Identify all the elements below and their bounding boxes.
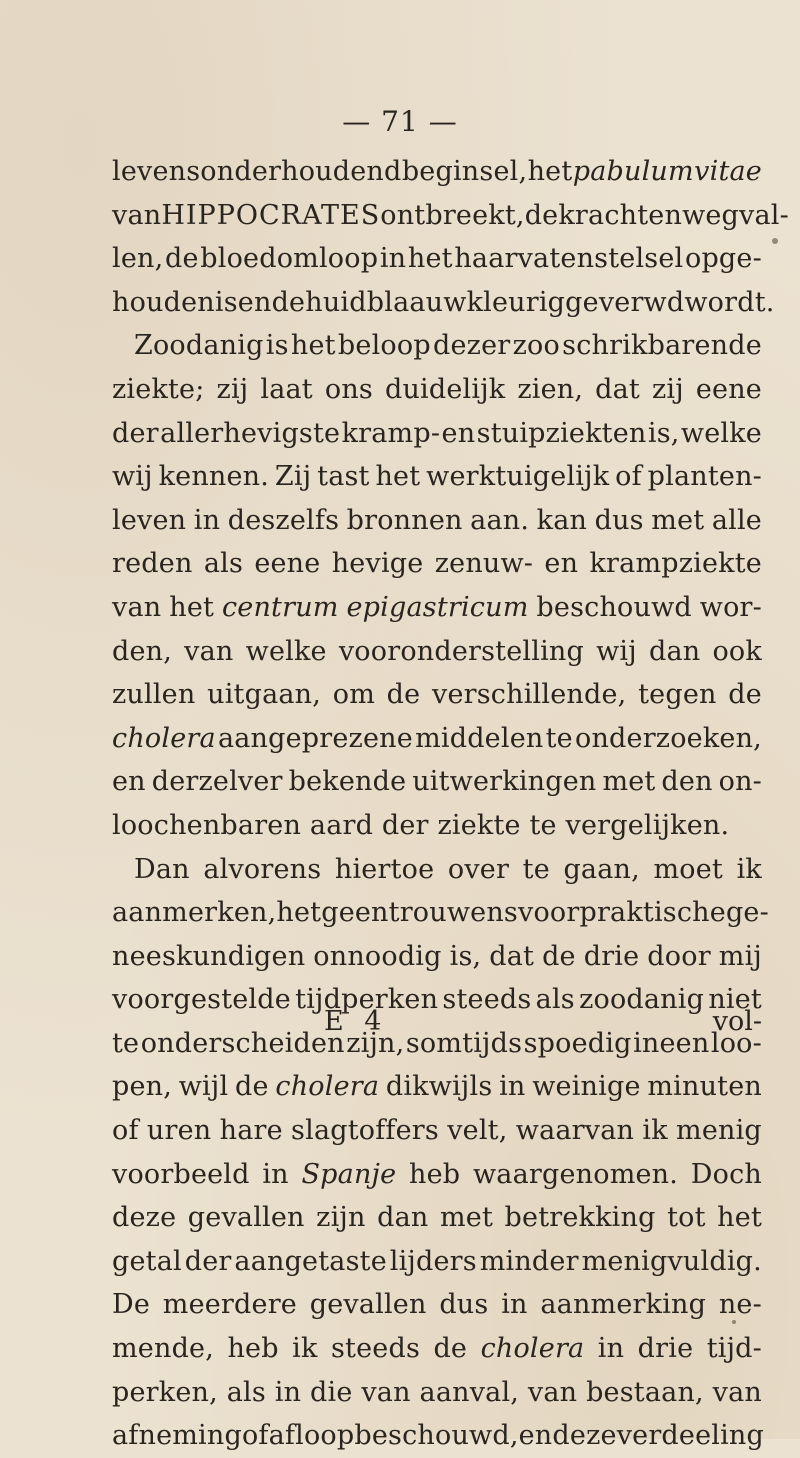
word: loo-: [710, 1027, 762, 1059]
text-line: [112, 848, 762, 892]
word: wegval-: [682, 199, 789, 231]
word: aangeprezene: [217, 722, 413, 754]
text-line: [112, 324, 762, 368]
word: deze: [112, 1202, 177, 1234]
word: vooronderstelling: [338, 635, 584, 667]
text-line: [112, 281, 775, 325]
word: de: [386, 679, 421, 711]
word: met: [440, 1202, 494, 1234]
word: centrum: [221, 591, 339, 623]
word: waargenomen.: [472, 1158, 679, 1190]
word: het: [290, 330, 336, 362]
word: onnoodig: [313, 940, 442, 972]
word: dat: [595, 373, 640, 405]
word: betrekking: [504, 1202, 656, 1234]
word: Zoodanig: [134, 330, 264, 362]
word: aan.: [470, 504, 530, 536]
word: alvorens: [203, 853, 322, 885]
word: voorbeeld: [112, 1158, 250, 1190]
word: zijn: [316, 1202, 366, 1234]
word: geverwd: [565, 286, 685, 318]
page-footer: [112, 1006, 762, 1050]
word: te: [529, 809, 557, 841]
word: der: [112, 417, 159, 449]
word: ne-: [718, 1289, 762, 1321]
text-line: [112, 542, 762, 586]
word: de: [728, 679, 762, 711]
word: van: [112, 591, 162, 623]
word: het: [169, 591, 215, 623]
text-line: [112, 499, 762, 543]
word: opge-: [684, 243, 762, 275]
word: velt,: [447, 1115, 508, 1147]
word: epigastricum: [346, 591, 529, 623]
word: de: [433, 1333, 468, 1365]
word: aanval,: [419, 1376, 520, 1408]
word: bloedomloop: [200, 243, 379, 275]
word: de: [165, 243, 199, 275]
word: haarvatenstelsel: [454, 243, 684, 275]
text-line: [112, 760, 762, 804]
word: HIPPOCRATES: [161, 199, 381, 231]
word: mende,: [112, 1333, 215, 1365]
text-line: [112, 455, 762, 499]
word: reden: [112, 548, 193, 580]
word: het: [717, 1202, 762, 1234]
word: meerdere: [162, 1289, 297, 1321]
word: steeds: [442, 984, 532, 1016]
word: kennen.: [158, 461, 270, 493]
word: on-: [718, 766, 762, 798]
word: van: [112, 199, 162, 231]
word: door: [647, 940, 711, 972]
text-line: [112, 717, 762, 761]
word: perken,: [112, 1376, 218, 1408]
paper-speck: [732, 1320, 736, 1324]
word: neeskundigen: [112, 940, 306, 972]
word: in: [501, 1289, 528, 1321]
signature-mark: E 4: [324, 1006, 388, 1037]
text-line: [112, 586, 762, 630]
word: te: [545, 722, 573, 754]
word: somtijds: [405, 1027, 523, 1059]
word: zenuw-: [434, 548, 534, 580]
word: of: [615, 461, 642, 493]
word: als: [203, 548, 244, 580]
word: de: [542, 940, 576, 972]
word: eene: [695, 373, 762, 405]
word: bekende: [288, 766, 407, 798]
word: is,: [449, 940, 482, 972]
word: beloop: [337, 330, 431, 362]
text-line: [112, 1196, 762, 1240]
word: praktische: [579, 897, 726, 929]
text-line: [112, 673, 762, 717]
word: tot: [667, 1202, 706, 1234]
word: cholera: [480, 1333, 585, 1365]
word: weinige: [532, 1071, 641, 1103]
page-number: — 71 —: [342, 105, 458, 138]
word: der: [381, 809, 429, 841]
word: en: [544, 548, 579, 580]
text-line: [112, 1283, 762, 1327]
text-line: [112, 935, 762, 979]
word: der: [184, 1245, 232, 1277]
word: of: [241, 1420, 269, 1452]
word: uitwerkingen: [412, 766, 597, 798]
word: de: [271, 286, 306, 318]
word: minder: [479, 1245, 579, 1277]
word: en: [112, 766, 146, 798]
word: en: [518, 1420, 553, 1452]
text-line: [112, 150, 762, 194]
text-line: [112, 630, 762, 674]
word: trouwens: [388, 897, 518, 929]
word: hiertoe: [334, 853, 435, 885]
word: wijl: [178, 1071, 229, 1103]
word: uren: [146, 1115, 212, 1147]
word: aanmerking: [540, 1289, 707, 1321]
word: planten-: [647, 461, 762, 493]
word: te: [112, 1027, 140, 1059]
word: getal: [112, 1245, 182, 1277]
word: ziekte: [437, 809, 521, 841]
word: vergelijken.: [565, 809, 730, 841]
word: ge-: [725, 897, 769, 929]
word: afloop: [268, 1420, 355, 1452]
word: allerhevigste: [160, 417, 341, 449]
word: moet: [653, 853, 723, 885]
word: derzelver: [151, 766, 283, 798]
word: van: [361, 1376, 411, 1408]
word: zijn,: [346, 1027, 405, 1059]
word: vitae: [694, 156, 762, 187]
text-line: [112, 412, 762, 456]
word: pabulum: [572, 156, 694, 187]
word: onderzoeken,: [574, 722, 762, 754]
word: als: [535, 984, 575, 1016]
word: loochenbaren: [112, 809, 302, 841]
word: steeds: [331, 1333, 421, 1365]
word: gaan,: [563, 853, 640, 885]
word: hevige: [331, 548, 424, 580]
word: zoo: [512, 330, 560, 362]
text-line: [112, 1153, 762, 1197]
word: is: [265, 330, 289, 362]
word: beginsel,: [401, 156, 528, 187]
word: hetgeen: [276, 897, 389, 929]
word: gevallen: [309, 1289, 427, 1321]
text-line: [112, 1327, 762, 1371]
word: krachten: [558, 199, 683, 231]
word: houden: [112, 286, 215, 318]
word: in: [499, 1071, 526, 1103]
word: te: [522, 853, 550, 885]
word: verdeeling: [616, 1420, 765, 1452]
word: aard: [309, 809, 374, 841]
word: afneming: [112, 1420, 242, 1452]
word: in: [193, 504, 221, 536]
word: aangetaste: [234, 1245, 387, 1277]
word: welke: [245, 635, 327, 667]
word: Dan: [134, 853, 190, 885]
word: menigvuldig.: [581, 1245, 762, 1277]
word: niet: [708, 984, 762, 1016]
word: blaauwkleurig: [366, 286, 566, 318]
word: en: [237, 286, 272, 318]
body-text: [112, 150, 789, 1458]
word: drie: [637, 1333, 694, 1365]
word: dan: [648, 635, 701, 667]
word: hare: [219, 1115, 283, 1147]
word: ook: [712, 635, 762, 667]
word: beschouwd,: [354, 1420, 519, 1452]
word: van: [184, 635, 234, 667]
word: drie: [583, 940, 640, 972]
word: in: [262, 1158, 289, 1190]
word: in: [379, 243, 407, 275]
word: tast: [317, 461, 370, 493]
word: dikwijls: [385, 1071, 493, 1103]
text-line: [112, 1065, 762, 1109]
word: wordt.: [684, 286, 775, 318]
word: deszelfs: [227, 504, 340, 536]
word: mij: [718, 940, 762, 972]
word: den: [661, 766, 713, 798]
text-line: [112, 1414, 765, 1458]
word: in: [274, 1376, 302, 1408]
word: om: [332, 679, 375, 711]
word: bestaan,: [586, 1376, 704, 1408]
word: middelen: [415, 722, 544, 754]
word: het: [407, 243, 453, 275]
word: voorgestelde: [112, 984, 291, 1016]
word: als: [226, 1376, 266, 1408]
word: met: [602, 766, 656, 798]
text-line: [112, 1371, 762, 1415]
word: heb: [227, 1333, 279, 1365]
word: over: [447, 853, 510, 885]
word: cholera: [112, 722, 216, 754]
word: dus: [594, 504, 644, 536]
word: het: [527, 156, 573, 187]
word: levensonderhoudend: [112, 156, 402, 187]
word: ontbreekt,: [380, 199, 525, 231]
word: De: [112, 1289, 151, 1321]
word: wor-: [699, 591, 762, 623]
word: huid: [305, 286, 367, 318]
word: deze: [552, 1420, 617, 1452]
word: spoedig: [523, 1027, 632, 1059]
word: ziekte;: [112, 373, 205, 405]
word: is: [214, 286, 238, 318]
word: ineen: [633, 1027, 710, 1059]
word: minuten: [647, 1071, 762, 1103]
word: stuipziekten: [476, 417, 647, 449]
word: aanmerken,: [112, 897, 277, 929]
text-line: [112, 368, 762, 412]
word: krampziekte: [589, 548, 762, 580]
word: onderscheiden: [140, 1027, 345, 1059]
word: met: [651, 504, 705, 536]
word: tijdperken: [295, 984, 439, 1016]
word: voor: [517, 897, 580, 929]
word: ik: [736, 853, 762, 885]
word: laat: [260, 373, 313, 405]
word: dan: [377, 1202, 429, 1234]
word: gevallen: [187, 1202, 305, 1234]
word: uitgaan,: [207, 679, 322, 711]
word: slagtoffers: [291, 1115, 439, 1147]
word: tijd-: [706, 1333, 762, 1365]
word: schrikbarende: [562, 330, 762, 362]
text-line: [112, 804, 762, 848]
word: dus: [439, 1289, 489, 1321]
word: zullen: [112, 679, 196, 711]
word: Doch: [690, 1158, 762, 1190]
word: ik: [642, 1115, 668, 1147]
word: heb: [409, 1158, 461, 1190]
word: bronnen: [346, 504, 463, 536]
word: en: [441, 417, 476, 449]
word: kan: [536, 504, 588, 536]
word: cholera: [275, 1071, 380, 1103]
word: wij: [596, 635, 637, 667]
word: alle: [711, 504, 762, 536]
word: ons: [324, 373, 373, 405]
word: pen,: [112, 1071, 173, 1103]
word: zoodanig: [579, 984, 705, 1016]
word: van: [527, 1376, 578, 1408]
word: of: [112, 1115, 139, 1147]
word: duidelijk: [384, 373, 506, 405]
word: waarvan: [515, 1115, 635, 1147]
word: zien,: [517, 373, 584, 405]
word: leven: [112, 504, 187, 536]
word: kramp-: [341, 417, 441, 449]
word: Zij: [274, 461, 312, 493]
word: die: [310, 1376, 353, 1408]
word: is,: [647, 417, 680, 449]
text-line: [112, 194, 789, 238]
word: de: [524, 199, 559, 231]
word: dat: [489, 940, 535, 972]
text-line: [112, 1240, 762, 1284]
catchword: vol-: [712, 1006, 762, 1037]
text-line: [112, 1109, 762, 1153]
word: Spanje: [301, 1158, 397, 1190]
word: tegen: [638, 679, 717, 711]
word: in: [597, 1333, 625, 1365]
word: werktuigelijk: [426, 461, 610, 493]
word: verschillende,: [432, 679, 627, 711]
word: ik: [292, 1333, 318, 1365]
text-line: [112, 891, 769, 935]
word: dezer: [433, 330, 511, 362]
word: de: [235, 1071, 269, 1103]
word: van: [712, 1376, 762, 1408]
word: welke: [680, 417, 762, 449]
paper-speck: [772, 238, 778, 244]
word: len,: [112, 243, 164, 275]
word: lijders: [389, 1245, 477, 1277]
word: het: [375, 461, 421, 493]
word: zij: [652, 373, 684, 405]
word: den,: [112, 635, 173, 667]
text-line: [112, 237, 762, 281]
word: menig: [676, 1115, 762, 1147]
word: eene: [254, 548, 321, 580]
word: beschouwd: [536, 591, 692, 623]
word: zij: [216, 373, 249, 405]
word: wij: [112, 461, 153, 493]
